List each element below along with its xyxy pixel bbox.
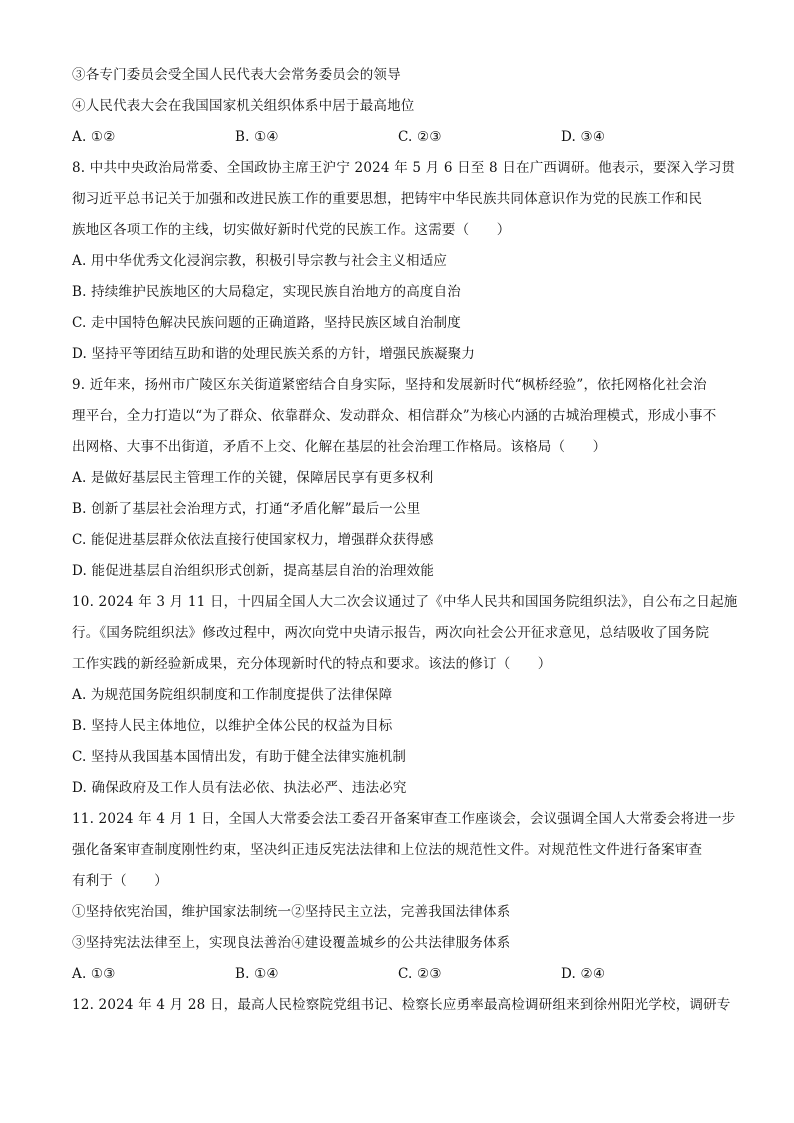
q11-items-line-1: ①坚持依宪治国，维护国家法制统一②坚持民主立法，完善我国法律体系 (72, 904, 511, 920)
q8-option-b: B. 持续维护民族地区的大局稳定，实现民族自治地方的高度自治 (72, 284, 462, 300)
q7-option-b: B. ①④ (235, 129, 279, 145)
q10-option-a: A. 为规范国务院组织制度和工作制度提供了法律保障 (72, 687, 393, 703)
q8-option-c: C. 走中国特色解决民族问题的正确道路，坚持民族区域自治制度 (72, 315, 461, 331)
q12-stem-line-1: 12. 2024 年 4 月 28 日，最高人民检察院党组书记、检察长应勇率最高检调研组来到徐州阳光学校，调研专 (72, 997, 731, 1013)
q10-option-c: C. 坚持从我国基本国情出发，有助于健全法律实施机制 (72, 749, 407, 765)
q9-option-d: D. 能促进基层自治组织形式创新，提高基层自治的治理效能 (72, 563, 435, 579)
q9-stem-line-1: 9. 近年来，扬州市广陵区东关街道紧密结合自身实际，坚持和发展新时代“枫桥经验”，依托网格化社会治 (72, 377, 707, 393)
q8-option-d: D. 坚持平等团结互助和谐的处理民族关系的方针，增强民族凝聚力 (72, 346, 476, 362)
q10-stem-line-1: 10. 2024 年 3 月 11 日，十四届全国人大二次会议通过了《中华人民共和国国务院组织法》，自公布之日起施 (72, 594, 738, 610)
q7-item-4: ④人民代表大会在我国国家机关组织体系中居于最高地位 (72, 98, 415, 114)
q10-option-b: B. 坚持人民主体地位，以维护全体公民的权益为目标 (72, 718, 393, 734)
q11-stem-line-3: 有利于（ ） (72, 873, 168, 889)
q10-stem-line-3: 工作实践的新经验新成果，充分体现新时代的特点和要求。该法的修订（ ） (72, 656, 552, 672)
q8-option-a: A. 用中华优秀文化浸润宗教，积极引导宗教与社会主义相适应 (72, 253, 448, 269)
q9-option-b: B. 创新了基层社会治理方式，打通“矛盾化解”最后一公里 (72, 501, 421, 517)
q7-options-row (72, 122, 727, 153)
q11-option-d: D. ②④ (561, 966, 606, 982)
q11-option-a: A. ①③ (72, 966, 116, 982)
q11-items-line-2: ③坚持宪法法律至上，实现良法善治④建设覆盖城乡的公共法律服务体系 (72, 935, 511, 951)
q11-option-c: C. ②③ (398, 966, 442, 982)
q7-option-d: D. ③④ (561, 129, 606, 145)
q9-stem-line-2: 理平台，全力打造以“为了群众、依靠群众、发动群众、相信群众”为核心内涵的古城治理模式，形成小事不 (72, 408, 717, 424)
q10-option-d: D. 确保政府及工作人员有法必依、执法必严、违法必究 (72, 780, 407, 796)
q11-option-b: B. ①④ (235, 966, 279, 982)
q7-option-c: C. ②③ (398, 129, 442, 145)
q9-option-c: C. 能促进基层群众依法直接行使国家权力，增强群众获得感 (72, 532, 434, 548)
exam-page (72, 60, 738, 1021)
q8-stem-line-3: 族地区各项工作的主线，切实做好新时代党的民族工作。这需要（ ） (72, 222, 511, 238)
q8-stem-line-1: 8. 中共中央政治局常委、全国政协主席王沪宁 2024 年 5 月 6 日至 8 日在广西调研。他表示，要深入学习贯 (72, 160, 736, 176)
q7-option-a: A. ①② (72, 129, 116, 145)
q9-stem-line-3: 出网格、大事不出街道，矛盾不上交、化解在基层的社会治理工作格局。该格局（ ） (72, 439, 607, 455)
q10-stem-line-2: 行。《国务院组织法》修改过程中，两次向党中央请示报告，两次向社会公开征求意见，总结吸收了国务院 (72, 625, 710, 641)
q7-item-3: ③各专门委员会受全国人民代表大会常务委员会的领导 (72, 67, 401, 83)
q9-option-a: A. 是做好基层民主管理工作的关键，保障居民享有更多权利 (72, 470, 434, 486)
q11-options-row (72, 959, 727, 990)
q8-stem-line-2: 彻习近平总书记关于加强和改进民族工作的重要思想，把铸牢中华民族共同体意识作为党的民族工作和民 (72, 191, 703, 207)
q11-stem-line-2: 强化备案审查制度刚性约束，坚决纠正违反宪法法律和上位法的规范性文件。对规范性文件进行备案审查 (72, 842, 703, 858)
q11-stem-line-1: 11. 2024 年 4 月 1 日，全国人大常委会法工委召开备案审查工作座谈会，会议强调全国人大常委会将进一步 (72, 811, 736, 827)
